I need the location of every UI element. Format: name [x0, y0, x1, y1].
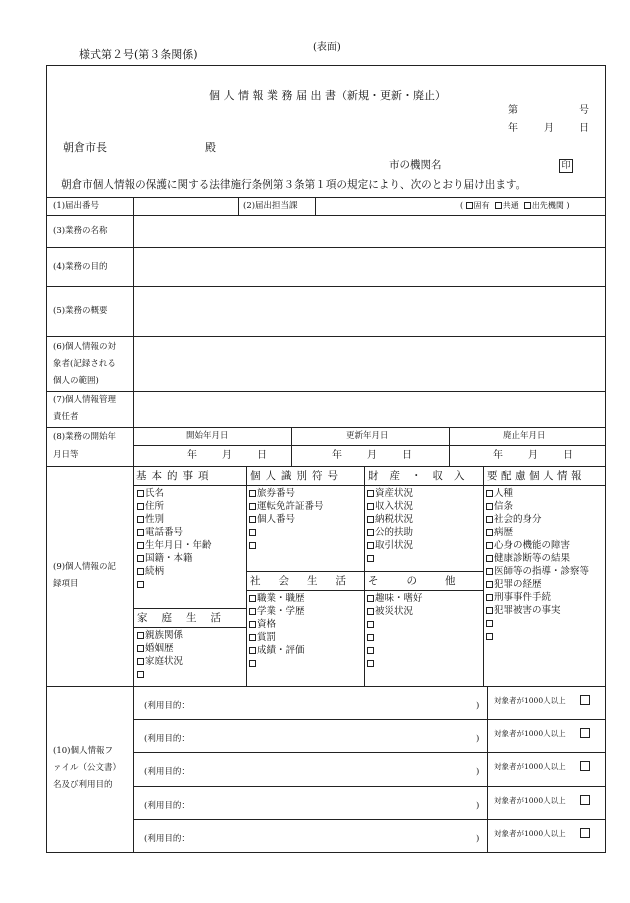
record-item-label: 刑事事件手続: [494, 592, 552, 603]
checkbox-icon[interactable]: [137, 671, 144, 678]
record-item-social[interactable]: [249, 620, 276, 630]
threshold-label: 対象者が1000人以上: [494, 762, 566, 771]
row-label-3: (3)業務の名称: [53, 226, 108, 236]
row-label-2: (2)届出担当課: [243, 201, 298, 211]
row-label-1: (1)届出番号: [53, 201, 100, 211]
record-item-label: 学業・学歴: [257, 606, 305, 617]
form-title: 個 人 情 報 業 務 届 出 書（新規・更新・廃止）: [209, 89, 446, 102]
checkbox-icon[interactable]: [249, 660, 256, 667]
record-item-label: 旅券番号: [257, 488, 296, 499]
abolish-date-ymd[interactable]: [493, 451, 573, 461]
threshold-checkbox[interactable]: [580, 728, 590, 738]
row-label-10b: ァイル（公文書）: [53, 763, 122, 773]
record-item-sensitive[interactable]: [486, 593, 551, 603]
checkbox-icon[interactable]: [249, 621, 256, 628]
record-item-identifier[interactable]: [249, 528, 257, 538]
record-item-sensitive[interactable]: [486, 619, 494, 629]
purpose-label: (利用目的：: [144, 767, 190, 777]
record-item-label: 信条: [494, 501, 514, 512]
purpose-label: (利用目的：: [144, 734, 190, 744]
record-item-property[interactable]: [367, 541, 413, 551]
row-label-6a: (6)個人情報の対: [53, 342, 117, 352]
record-item-sensitive[interactable]: [486, 580, 542, 590]
record-item-sensitive[interactable]: [486, 528, 513, 538]
form-side-label: (表面): [313, 42, 341, 53]
record-item-basic[interactable]: [137, 567, 164, 577]
rule: [133, 719, 606, 720]
checkbox-icon[interactable]: [249, 503, 256, 510]
record-item-label: 人種: [494, 488, 514, 499]
checkbox-icon[interactable]: [249, 647, 256, 654]
threshold-checkbox[interactable]: [580, 695, 590, 705]
record-item-label: 運転免許証番号: [257, 501, 324, 512]
checkbox-icon[interactable]: [249, 529, 256, 536]
month-label: 月: [528, 450, 538, 461]
record-item-basic[interactable]: [137, 515, 164, 525]
record-item-label: 職業・職歴: [257, 593, 305, 604]
category-heading-property: 財産・収入: [368, 470, 476, 482]
record-item-social[interactable]: [249, 607, 305, 617]
threshold-label: 対象者が1000人以上: [494, 829, 566, 838]
checkbox-icon[interactable]: [486, 529, 493, 536]
record-item-other[interactable]: [367, 607, 413, 617]
row-label-9a: (9)個人情報の記: [53, 562, 117, 572]
update-date-header: 更新年月日: [346, 431, 389, 441]
record-item-social[interactable]: [249, 633, 276, 643]
record-item-label: 国籍・本籍: [145, 553, 193, 564]
threshold-checkbox[interactable]: [580, 828, 590, 838]
record-item-sensitive[interactable]: [486, 502, 513, 512]
rule: [246, 466, 247, 686]
day-label: 日: [563, 450, 573, 461]
checkbox-icon[interactable]: [486, 633, 493, 640]
rule: [133, 197, 134, 853]
number-suffix: 号: [579, 105, 589, 116]
rule: [133, 445, 606, 446]
record-item-family[interactable]: [137, 644, 174, 654]
record-item-label: 取引状況: [375, 540, 414, 551]
checkbox-icon[interactable]: [367, 490, 374, 497]
record-item-other[interactable]: [367, 633, 375, 643]
checkbox-icon[interactable]: [486, 490, 493, 497]
checkbox-icon[interactable]: [249, 516, 256, 523]
record-item-label: 犯罪被害の事実: [494, 605, 561, 616]
record-item-family[interactable]: [137, 631, 183, 641]
record-item-identifier[interactable]: [249, 541, 257, 551]
checkbox-icon[interactable]: [486, 594, 493, 601]
checkbox-icon[interactable]: [137, 516, 144, 523]
record-item-property[interactable]: [367, 515, 413, 525]
record-item-basic[interactable]: [137, 502, 164, 512]
form-number: 様式第２号(第３条関係): [79, 48, 198, 61]
year-label: 年: [187, 450, 197, 461]
checkbox-icon[interactable]: [137, 581, 144, 588]
row-label-7b: 責任者: [53, 412, 79, 422]
record-item-label: 賞罰: [257, 632, 277, 643]
checkbox-icon[interactable]: [367, 595, 374, 602]
threshold-checkbox[interactable]: [580, 795, 590, 805]
record-item-sensitive[interactable]: [486, 606, 561, 616]
checkbox-icon[interactable]: [367, 647, 374, 654]
record-item-basic[interactable]: [137, 554, 193, 564]
record-item-label: 資産状況: [375, 488, 414, 499]
purpose-close-paren: ): [476, 767, 480, 777]
record-item-social[interactable]: [249, 646, 305, 656]
record-item-label: 住所: [145, 501, 165, 512]
purpose-close-paren: ): [476, 834, 480, 844]
rule: [133, 485, 606, 486]
record-item-label: 健康診断等の結果: [494, 553, 571, 564]
category-heading-basic: 基本的事項: [136, 470, 214, 482]
checkbox-icon[interactable]: [466, 202, 473, 209]
row-label-7a: (7)個人情報管理: [53, 395, 117, 405]
start-date-header: 開始年月日: [186, 431, 229, 441]
row-label-6b: 象者(記録される: [53, 359, 116, 369]
record-item-sensitive[interactable]: [486, 489, 513, 499]
checkbox-icon[interactable]: [486, 607, 493, 614]
rule: [133, 608, 246, 609]
rule: [46, 391, 606, 392]
abolish-date-header: 廃止年月日: [503, 431, 546, 441]
checkbox-icon[interactable]: [137, 490, 144, 497]
checkbox-icon[interactable]: [367, 621, 374, 628]
checkbox-icon[interactable]: [137, 568, 144, 575]
record-item-label: 性別: [145, 514, 165, 525]
record-item-label: 病歴: [494, 527, 514, 538]
checkbox-icon[interactable]: [367, 503, 374, 510]
record-item-label: 親族関係: [145, 630, 184, 641]
record-item-identifier[interactable]: [249, 489, 295, 499]
date-day-label: 日: [579, 123, 589, 134]
record-item-label: 納税状況: [375, 514, 414, 525]
date-year-label: 年: [508, 123, 518, 134]
department-type-options: [460, 202, 570, 210]
statement: 朝倉市個人情報の保護に関する法律施行条例第３条第１項の規定により、次のとおり届け出ます。: [61, 179, 527, 191]
record-item-identifier[interactable]: [249, 515, 295, 525]
checkbox-icon[interactable]: [486, 568, 493, 575]
checkbox-icon[interactable]: [367, 555, 374, 562]
record-item-label: 生年月日・年齢: [145, 540, 212, 551]
category-heading-family: 家庭生活: [137, 612, 235, 624]
purpose-label: (利用目的：: [144, 801, 190, 811]
threshold-label: 対象者が1000人以上: [494, 696, 566, 705]
record-item-property[interactable]: [367, 554, 375, 564]
checkbox-icon[interactable]: [486, 503, 493, 510]
checkbox-icon[interactable]: [137, 503, 144, 510]
checkbox-icon[interactable]: [486, 516, 493, 523]
rule: [46, 686, 606, 687]
record-item-label: 家庭状況: [145, 656, 184, 667]
checkbox-icon[interactable]: [486, 555, 493, 562]
checkbox-icon[interactable]: [495, 202, 502, 209]
update-date-ymd[interactable]: [332, 451, 412, 461]
threshold-label: 対象者が1000人以上: [494, 729, 566, 738]
checkbox-icon[interactable]: [137, 529, 144, 536]
rule: [133, 752, 606, 753]
row-label-9b: 録項目: [53, 579, 79, 589]
category-heading-identifier: 個人識別符号: [250, 470, 343, 482]
option-label: 固有: [473, 201, 490, 210]
record-item-label: 収入状況: [375, 501, 414, 512]
record-item-label: 犯罪の経歴: [494, 579, 542, 590]
paren-close: ): [566, 201, 570, 210]
record-item-label: 氏名: [145, 488, 165, 499]
checkbox-icon[interactable]: [137, 555, 144, 562]
checkbox-icon[interactable]: [137, 658, 144, 665]
record-item-property[interactable]: [367, 528, 413, 538]
record-item-sensitive[interactable]: [486, 567, 589, 577]
record-item-label: 医師等の指導・診察等: [494, 566, 590, 577]
checkbox-icon[interactable]: [137, 645, 144, 652]
checkbox-icon[interactable]: [249, 595, 256, 602]
agency-label: 市の機関名: [389, 159, 442, 171]
row-label-10c: 名及び利用目的: [53, 780, 113, 790]
record-item-basic[interactable]: [137, 489, 164, 499]
year-label: 年: [332, 450, 342, 461]
checkbox-icon[interactable]: [524, 202, 531, 209]
category-heading-other: その他: [368, 575, 484, 587]
rule: [46, 215, 606, 216]
checkbox-icon[interactable]: [249, 490, 256, 497]
rule: [238, 197, 239, 215]
record-item-label: 被災状況: [375, 606, 414, 617]
record-item-label: 婚姻歴: [145, 643, 174, 654]
day-label: 日: [402, 450, 412, 461]
record-item-label: 心身の機能の障害: [494, 540, 571, 551]
purpose-label: (利用目的：: [144, 701, 190, 711]
checkbox-icon[interactable]: [137, 542, 144, 549]
record-item-label: 趣味・嗜好: [375, 593, 423, 604]
purpose-label: (利用目的：: [144, 834, 190, 844]
rule: [46, 466, 606, 467]
record-item-sensitive[interactable]: [486, 515, 542, 525]
checkbox-icon[interactable]: [367, 634, 374, 641]
record-item-basic[interactable]: [137, 541, 212, 551]
addressee: 朝倉市長: [63, 141, 107, 154]
seal-mark: 印: [559, 159, 573, 173]
record-item-other[interactable]: [367, 659, 375, 669]
rule: [46, 286, 606, 287]
row-label-10a: (10)個人情報フ: [53, 746, 113, 756]
option-label: 出先機関: [531, 201, 564, 210]
record-item-other[interactable]: [367, 620, 375, 630]
record-item-basic[interactable]: [137, 580, 145, 590]
checkbox-icon[interactable]: [367, 516, 374, 523]
record-item-label: 公的扶助: [375, 527, 414, 538]
number-prefix: 第: [508, 105, 518, 116]
rule: [46, 336, 606, 337]
record-item-label: 資格: [257, 619, 277, 630]
record-item-social[interactable]: [249, 659, 257, 669]
purpose-close-paren: ): [476, 734, 480, 744]
honorific: 殿: [205, 141, 216, 154]
checkbox-icon[interactable]: [486, 542, 493, 549]
record-item-other[interactable]: [367, 594, 423, 604]
checkbox-icon[interactable]: [367, 529, 374, 536]
threshold-label: 対象者が1000人以上: [494, 796, 566, 805]
row-label-4: (4)業務の目的: [53, 262, 108, 272]
month-label: 月: [367, 450, 377, 461]
rule: [364, 466, 365, 686]
category-heading-social: 社会生活: [250, 575, 364, 587]
row-label-5: (5)業務の概要: [53, 306, 108, 316]
record-item-label: 社会的身分: [494, 514, 542, 525]
record-item-sensitive[interactable]: [486, 632, 494, 642]
purpose-close-paren: ): [476, 701, 480, 711]
record-item-sensitive[interactable]: [486, 554, 570, 564]
rule: [449, 427, 450, 466]
day-label: 日: [257, 450, 267, 461]
record-item-property[interactable]: [367, 502, 413, 512]
row-label-6c: 個人の範囲): [53, 376, 99, 386]
date-month-label: 月: [544, 123, 554, 134]
row-label-8b: 月日等: [53, 450, 79, 460]
checkbox-icon[interactable]: [249, 634, 256, 641]
option-label: 共通: [502, 201, 519, 210]
threshold-checkbox[interactable]: [580, 761, 590, 771]
checkbox-icon[interactable]: [249, 608, 256, 615]
rule: [46, 197, 606, 198]
record-item-label: 成績・評価: [257, 645, 305, 656]
category-heading-sensitive: 要配慮個人情報: [487, 470, 585, 482]
record-item-label: 個人番号: [257, 514, 296, 525]
purpose-close-paren: ): [476, 801, 480, 811]
rule: [291, 427, 292, 466]
record-item-social[interactable]: [249, 594, 305, 604]
record-item-identifier[interactable]: [249, 502, 324, 512]
row-label-8a: (8)業務の開始年: [53, 432, 117, 442]
checkbox-icon[interactable]: [367, 542, 374, 549]
rule: [46, 427, 606, 428]
month-label: 月: [222, 450, 232, 461]
rule: [133, 627, 246, 628]
checkbox-icon[interactable]: [486, 620, 493, 627]
rule: [133, 786, 606, 787]
paren-open: (: [460, 201, 464, 210]
record-item-family[interactable]: [137, 670, 145, 680]
rule: [487, 686, 488, 853]
checkbox-icon[interactable]: [367, 660, 374, 667]
rule: [315, 197, 316, 215]
record-item-family[interactable]: [137, 657, 183, 667]
record-item-label: 電話番号: [145, 527, 184, 538]
start-date-ymd[interactable]: [187, 451, 267, 461]
record-item-label: 続柄: [145, 566, 165, 577]
record-item-property[interactable]: [367, 489, 413, 499]
record-item-sensitive[interactable]: [486, 541, 570, 551]
record-item-other[interactable]: [367, 646, 375, 656]
record-item-basic[interactable]: [137, 528, 183, 538]
checkbox-icon[interactable]: [249, 542, 256, 549]
checkbox-icon[interactable]: [367, 608, 374, 615]
checkbox-icon[interactable]: [486, 581, 493, 588]
year-label: 年: [493, 450, 503, 461]
rule: [133, 819, 606, 820]
rule: [46, 247, 606, 248]
checkbox-icon[interactable]: [137, 632, 144, 639]
